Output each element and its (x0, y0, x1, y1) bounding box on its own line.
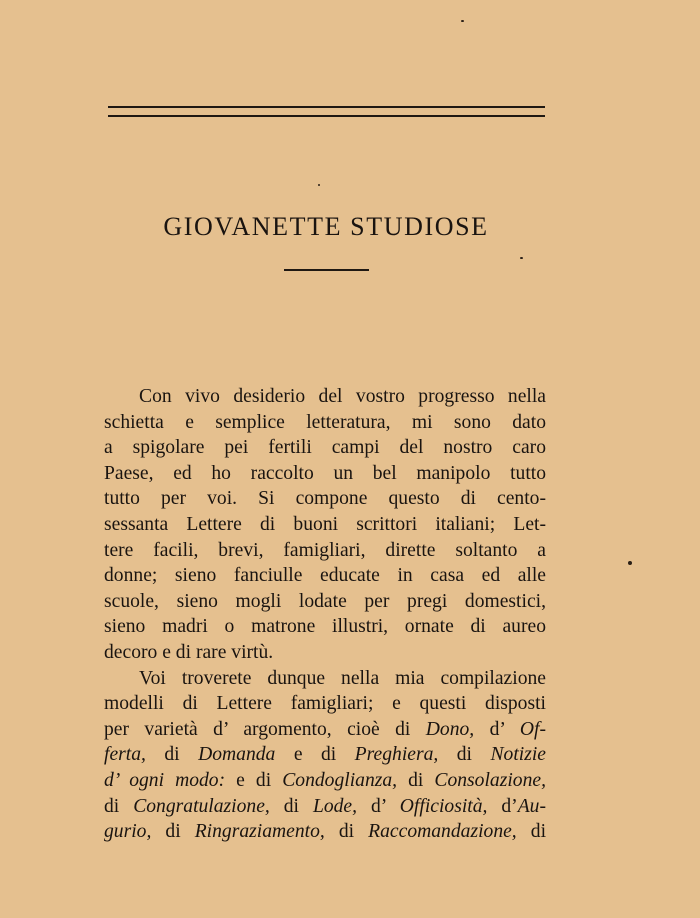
text-segment: Voi troverete dunque nella mia compilazione (139, 667, 546, 689)
ink-speck (318, 184, 320, 186)
header-rule-upper (108, 106, 545, 108)
text-segment: e di (225, 769, 283, 791)
text-segment: di (324, 821, 369, 843)
italic-term: Congratulazione, (133, 795, 270, 817)
italic-term: Preghiera, (354, 744, 439, 766)
italic-term: Condoglianza, (282, 769, 398, 791)
text-segment: d’ (474, 718, 520, 740)
text-line (104, 512, 546, 538)
header-rule-lower (108, 115, 545, 117)
paragraph (104, 384, 546, 666)
text-segment: e di (275, 744, 355, 766)
text-segment: donne; sieno fanciulle educate in casa ed alle (104, 565, 546, 587)
italic-term: Dono, (425, 718, 475, 740)
text-segment: di (104, 795, 134, 817)
italic-term: Lode, (312, 795, 358, 817)
text-segment: Paese, ed ho raccolto un bel manipolo tutto (104, 462, 546, 484)
text-line (104, 486, 546, 512)
text-segment: di (516, 821, 547, 843)
text-line (104, 563, 546, 589)
text-segment: di (397, 769, 435, 791)
text-segment: scuole, sieno mogli lodate per pregi domestici, (104, 590, 546, 612)
paragraph (104, 666, 546, 845)
italic-term: Ringraziamento, (194, 821, 325, 843)
italic-term: Of- (519, 718, 546, 740)
text-line (104, 461, 546, 487)
ink-speck (628, 561, 632, 565)
text-segment: tere facili, brevi, famigliari, dirette soltanto a (104, 539, 546, 561)
text-segment: sessanta Lettere di buoni scrittori italiani; Let- (104, 513, 546, 535)
italic-term: Raccomandazione, (368, 821, 517, 843)
italic-term: ferta, (104, 744, 146, 766)
italic-term: d’ ogni modo: (104, 769, 226, 791)
italic-term: Officiosità, (399, 795, 488, 817)
text-line (104, 717, 546, 743)
text-line (104, 435, 546, 461)
text-line (104, 794, 546, 820)
text-segment: per varietà d’ argomento, cioè di (104, 718, 426, 740)
text-line (104, 691, 546, 717)
text-segment: d’ (487, 795, 518, 817)
text-line (104, 410, 546, 436)
text-line (104, 384, 546, 410)
ink-speck (520, 257, 523, 259)
text-segment: di (151, 821, 195, 843)
ink-speck (461, 20, 464, 22)
italic-term: Notizie (490, 744, 546, 766)
text-line (104, 666, 546, 692)
italic-term: Domanda (198, 744, 276, 766)
italic-term: gurio, (104, 821, 152, 843)
text-segment: di (438, 744, 491, 766)
text-segment: schietta e semplice letteratura, mi sono dato (104, 411, 546, 433)
text-line (104, 589, 546, 615)
text-segment: d’ (357, 795, 400, 817)
text-line (104, 768, 546, 794)
text-segment: di (145, 744, 199, 766)
text-segment: modelli di Lettere famigliari; e questi disposti (104, 693, 546, 715)
text-segment: decoro e di rare virtù. (104, 641, 274, 663)
title-underline (284, 269, 369, 271)
text-segment: di (269, 795, 313, 817)
body-text (104, 384, 546, 845)
italic-term: Au- (517, 795, 546, 817)
text-line (104, 819, 546, 845)
page-title: GIOVANETTE STUDIOSE (163, 212, 489, 241)
italic-term: Consolazione, (434, 769, 546, 791)
text-segment: sieno madri o matrone illustri, ornate di aureo (104, 616, 546, 638)
text-line (104, 614, 546, 640)
text-line (104, 742, 546, 768)
text-segment: tutto per voi. Si compone questo di cento- (104, 488, 546, 510)
text-line (104, 538, 546, 564)
text-segment: a spigolare pei fertili campi del nostro caro (104, 437, 546, 459)
text-line (104, 640, 546, 666)
text-segment: Con vivo desiderio del vostro progresso nella (139, 386, 546, 407)
